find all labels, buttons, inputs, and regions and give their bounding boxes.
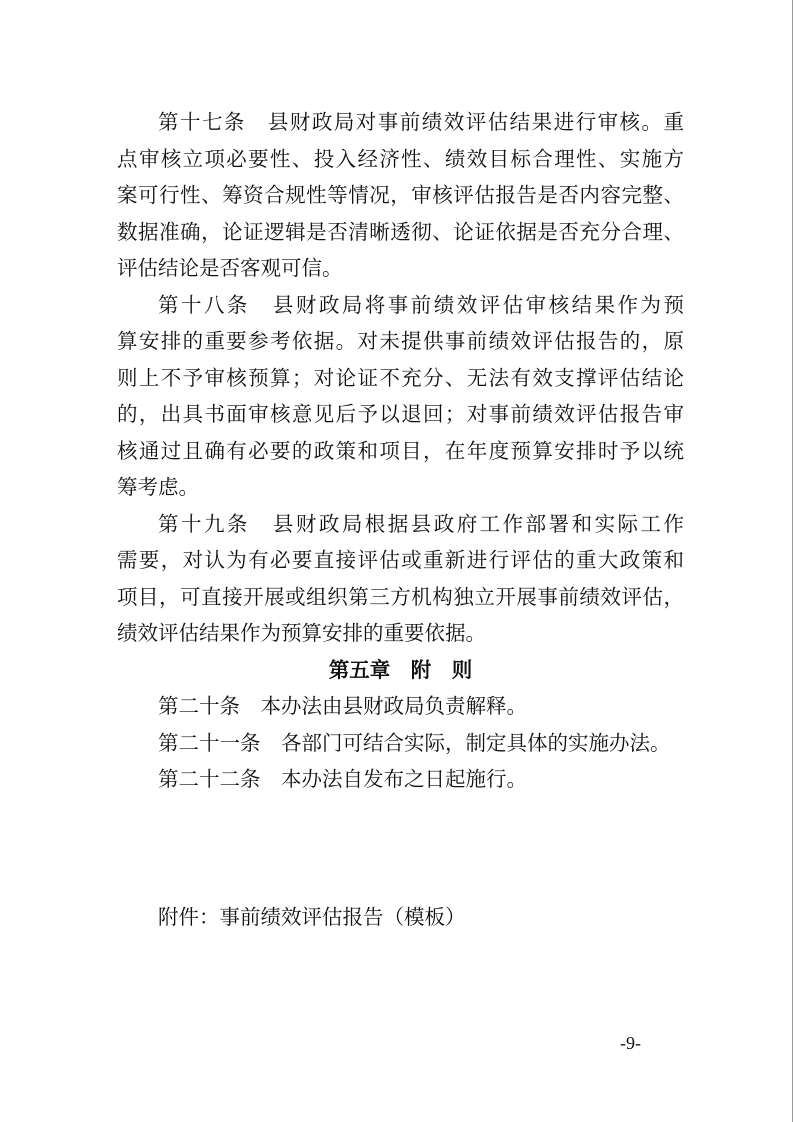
page-number: -9- [620,1033,641,1053]
article-17 [117,104,684,287]
paragraph-line: 核通过且确有必要的政策和项目，在年度预算安排时予以统 [117,438,684,463]
article-22: 第二十二条 本办法自发布之日起施行。 [158,767,527,791]
paragraph-line: 筹考虑。 [117,475,199,499]
paragraph-line: 需要，对认为有必要直接评估或重新进行评估的重大政策和 [117,548,684,572]
article-18 [117,287,684,506]
paragraph-line: 则上不予审核预算；对论证不充分、无法有效支撑评估结论 [117,365,684,390]
paragraph-line: 评估结论是否客观可信。 [117,256,343,280]
attachment-note: 附件：事前绩效评估报告（模板） [158,905,466,929]
paragraph-line: 第十九条 县财政局根据县政府工作部署和实际工作 [158,511,684,536]
paragraph-line: 点审核立项必要性、投入经济性、绩效目标合理性、实施方 [117,146,684,171]
paragraph-line: 案可行性、筹资合规性等情况，审核评估报告是否内容完整、 [117,183,684,207]
article-19 [117,506,684,652]
paragraph-line: 算安排的重要参考依据。对未提供事前绩效评估报告的，原 [117,329,684,353]
document-body [117,104,684,798]
paragraph-line: 数据准确，论证逻辑是否清晰透彻、论证依据是否充分合理、 [117,219,684,244]
article-20: 第二十条 本办法由县财政局负责解释。 [158,694,527,718]
paragraph-line: 的，出具书面审核意见后予以退回；对事前绩效评估报告审 [117,402,684,426]
paragraph-line: 绩效评估结果作为预算安排的重要依据。 [117,621,486,645]
paragraph-line: 第十七条 县财政局对事前绩效评估结果进行审核。重 [158,110,684,134]
paragraph-line: 项目，可直接开展或组织第三方机构独立开展事前绩效评估， [117,584,684,609]
paragraph-line: 第十八条 县财政局将事前绩效评估审核结果作为预 [158,292,684,317]
chapter-heading: 第五章 附 则 [328,657,473,682]
article-21: 第二十一条 各部门可结合实际，制定具体的实施办法。 [158,730,671,755]
